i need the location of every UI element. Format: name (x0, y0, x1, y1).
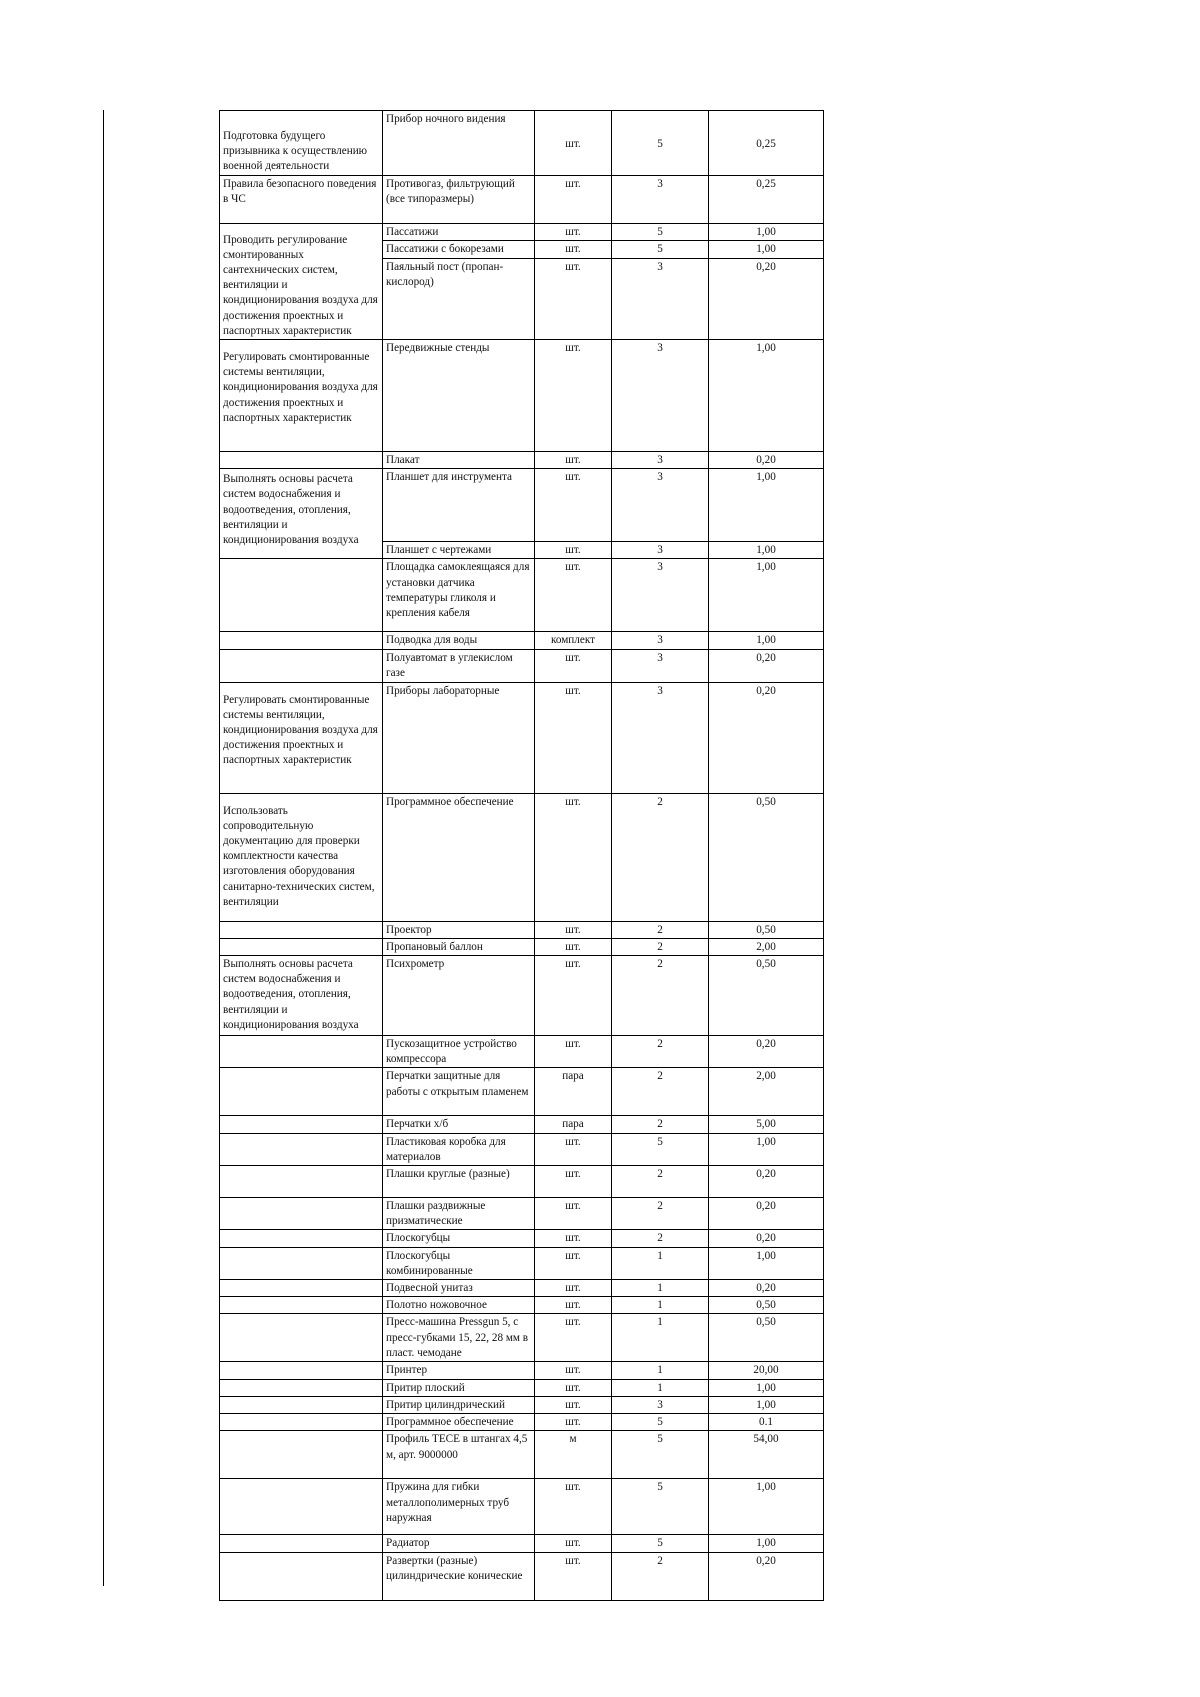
value-cell: 1,00 (709, 559, 824, 632)
value-cell: 0,20 (709, 1552, 824, 1600)
item-name-cell: Профиль TECE в штангах 4,5 м, арт. 9000000 (383, 1431, 535, 1479)
unit-cell: пара (535, 1116, 612, 1133)
item-name-cell: Планшет с чертежами (383, 542, 535, 559)
table-row (220, 1396, 824, 1413)
unit-cell: шт. (535, 1314, 612, 1362)
quantity-cell: 5 (612, 223, 709, 241)
competency-cell (220, 649, 383, 682)
competency-cell (220, 938, 383, 955)
competency-cell: Подготовка будущего призывника к осуществлению военной деятельности (220, 111, 383, 176)
quantity-cell: 3 (612, 175, 709, 223)
quantity-cell: 3 (612, 542, 709, 559)
table-row (220, 1479, 824, 1535)
value-cell: 0,50 (709, 1314, 824, 1362)
competency-cell (220, 1116, 383, 1133)
value-cell: 0,20 (709, 452, 824, 469)
competency-cell (220, 1535, 383, 1552)
unit-cell: шт. (535, 111, 612, 176)
table-row (220, 1116, 824, 1133)
value-cell: 0,20 (709, 1230, 824, 1247)
unit-cell: шт. (535, 1247, 612, 1279)
competency-cell (220, 452, 383, 469)
value-cell: 5,00 (709, 1116, 824, 1133)
quantity-cell: 2 (612, 793, 709, 921)
value-cell: 0,25 (709, 111, 824, 176)
unit-cell: шт. (535, 938, 612, 955)
quantity-cell: 3 (612, 1396, 709, 1413)
unit-cell: шт. (535, 175, 612, 223)
item-name-cell: Прибор ночного видения (383, 111, 535, 176)
competency-cell: Использовать сопроводительную документацию для проверки комплектности качества изготовления оборудования санитарно-технических систем, вентиляции (220, 793, 383, 921)
competency-cell (220, 1414, 383, 1431)
quantity-cell: 2 (612, 938, 709, 955)
quantity-cell: 1 (612, 1362, 709, 1379)
quantity-cell: 1 (612, 1314, 709, 1362)
item-name-cell: Плоскогубцы комбинированные (383, 1247, 535, 1279)
item-name-cell: Пластиковая коробка для материалов (383, 1133, 535, 1165)
value-cell: 0,50 (709, 1297, 824, 1314)
table-row (220, 175, 824, 223)
value-cell: 0,20 (709, 682, 824, 793)
item-name-cell: Радиатор (383, 1535, 535, 1552)
quantity-cell: 2 (612, 1166, 709, 1198)
table-row (220, 1314, 824, 1362)
equipment-table (219, 110, 824, 1601)
quantity-cell: 3 (612, 682, 709, 793)
table-row (220, 938, 824, 955)
value-cell: 0,50 (709, 793, 824, 921)
competency-cell: Регулировать смонтированные системы вентиляции, кондиционирования воздуха для достижения проектных и паспортных характеристик (220, 340, 383, 452)
quantity-cell: 1 (612, 1280, 709, 1297)
value-cell: 2,00 (709, 938, 824, 955)
table-row (220, 793, 824, 921)
item-name-cell: Перчатки защитные для работы с открытым пламенем (383, 1068, 535, 1116)
quantity-cell: 2 (612, 1036, 709, 1068)
unit-cell: шт. (535, 956, 612, 1036)
competency-cell (220, 1431, 383, 1479)
item-name-cell: Плашки раздвижные призматические (383, 1198, 535, 1230)
competency-cell (220, 1297, 383, 1314)
value-cell: 1,00 (709, 632, 824, 649)
quantity-cell: 3 (612, 649, 709, 682)
item-name-cell: Паяльный пост (пропан-кислород) (383, 258, 535, 339)
value-cell: 1,00 (709, 223, 824, 241)
unit-cell: шт. (535, 1396, 612, 1413)
table-row (220, 223, 824, 241)
unit-cell: комплект (535, 632, 612, 649)
unit-cell: шт. (535, 1535, 612, 1552)
quantity-cell: 5 (612, 111, 709, 176)
table-row (220, 1431, 824, 1479)
competency-cell: Проводить регулирование смонтированных сантехнических систем, вентиляции и кондиционирования воздуха для достижения проектных и паспортных характеристик (220, 223, 383, 339)
unit-cell: м (535, 1431, 612, 1479)
competency-cell (220, 1036, 383, 1068)
quantity-cell: 1 (612, 1297, 709, 1314)
value-cell: 0,50 (709, 956, 824, 1036)
competency-cell (220, 1068, 383, 1116)
value-cell: 0,25 (709, 175, 824, 223)
item-name-cell: Притир плоский (383, 1379, 535, 1396)
competency-cell (220, 632, 383, 649)
competency-cell (220, 1479, 383, 1535)
competency-cell (220, 921, 383, 938)
item-name-cell: Планшет для инструмента (383, 469, 535, 542)
table-row (220, 649, 824, 682)
table-row (220, 1230, 824, 1247)
value-cell: 54,00 (709, 1431, 824, 1479)
item-name-cell: Подвесной унитаз (383, 1280, 535, 1297)
item-name-cell: Притир цилиндрический (383, 1396, 535, 1413)
unit-cell: шт. (535, 340, 612, 452)
quantity-cell: 2 (612, 1068, 709, 1116)
value-cell: 1,00 (709, 340, 824, 452)
table-row (220, 452, 824, 469)
competency-cell (220, 1552, 383, 1600)
item-name-cell: Плакат (383, 452, 535, 469)
table-row (220, 1036, 824, 1068)
value-cell: 0,20 (709, 1166, 824, 1198)
table-row (220, 469, 824, 542)
value-cell: 0,50 (709, 921, 824, 938)
competency-cell (220, 1198, 383, 1230)
value-cell: 1,00 (709, 1133, 824, 1165)
table-row (220, 1198, 824, 1230)
unit-cell: шт. (535, 1133, 612, 1165)
unit-cell: шт. (535, 1362, 612, 1379)
unit-cell: шт. (535, 258, 612, 339)
unit-cell: шт. (535, 1379, 612, 1396)
quantity-cell: 1 (612, 1379, 709, 1396)
unit-cell: шт. (535, 1198, 612, 1230)
item-name-cell: Пассатижи с бокорезами (383, 241, 535, 259)
unit-cell: шт. (535, 1552, 612, 1600)
quantity-cell: 5 (612, 241, 709, 259)
unit-cell: шт. (535, 649, 612, 682)
item-name-cell: Пружина для гибки металлополимерных труб наружная (383, 1479, 535, 1535)
unit-cell: шт. (535, 1297, 612, 1314)
quantity-cell: 3 (612, 559, 709, 632)
value-cell: 1,00 (709, 241, 824, 259)
table-row (220, 1280, 824, 1297)
value-cell: 1,00 (709, 1247, 824, 1279)
quantity-cell: 2 (612, 956, 709, 1036)
table-row (220, 1535, 824, 1552)
unit-cell: шт. (535, 793, 612, 921)
competency-cell: Регулировать смонтированные системы вентиляции, кондиционирования воздуха для достижения проектных и паспортных характеристик (220, 682, 383, 793)
table-row (220, 1068, 824, 1116)
item-name-cell: Пассатижи (383, 223, 535, 241)
table-row (220, 921, 824, 938)
competency-cell (220, 1133, 383, 1165)
unit-cell: шт. (535, 452, 612, 469)
table-row (220, 1362, 824, 1379)
table-row (220, 1247, 824, 1279)
item-name-cell: Принтер (383, 1362, 535, 1379)
item-name-cell: Перчатки х/б (383, 1116, 535, 1133)
value-cell: 20,00 (709, 1362, 824, 1379)
table-row (220, 956, 824, 1036)
unit-cell: шт. (535, 1036, 612, 1068)
quantity-cell: 2 (612, 1552, 709, 1600)
competency-cell: Выполнять основы расчета систем водоснабжения и водоотведения, отопления, вентиляции и кондиционирования воздуха (220, 956, 383, 1036)
unit-cell: шт. (535, 542, 612, 559)
item-name-cell: Полуавтомат в углекислом газе (383, 649, 535, 682)
unit-cell: шт. (535, 1479, 612, 1535)
item-name-cell: Подводка для воды (383, 632, 535, 649)
unit-cell: шт. (535, 682, 612, 793)
unit-cell: шт. (535, 469, 612, 542)
quantity-cell: 5 (612, 1414, 709, 1431)
value-cell: 1,00 (709, 1396, 824, 1413)
unit-cell: пара (535, 1068, 612, 1116)
table-row (220, 1297, 824, 1314)
item-name-cell: Плашки круглые (разные) (383, 1166, 535, 1198)
table-row (220, 1133, 824, 1165)
table-row (220, 1166, 824, 1198)
unit-cell: шт. (535, 559, 612, 632)
quantity-cell: 2 (612, 1230, 709, 1247)
quantity-cell: 5 (612, 1133, 709, 1165)
quantity-cell: 3 (612, 452, 709, 469)
value-cell: 0,20 (709, 1036, 824, 1068)
unit-cell: шт. (535, 1166, 612, 1198)
competency-cell (220, 1396, 383, 1413)
table-row (220, 1414, 824, 1431)
value-cell: 0,20 (709, 649, 824, 682)
competency-cell (220, 1247, 383, 1279)
value-cell: 1,00 (709, 469, 824, 542)
table-row (220, 632, 824, 649)
competency-cell (220, 1166, 383, 1198)
table-row (220, 559, 824, 632)
competency-cell (220, 1230, 383, 1247)
item-name-cell: Передвижные стенды (383, 340, 535, 452)
unit-cell: шт. (535, 1230, 612, 1247)
competency-cell (220, 1379, 383, 1396)
item-name-cell: Программное обеспечение (383, 793, 535, 921)
item-name-cell: Психрометр (383, 956, 535, 1036)
value-cell: 1,00 (709, 1535, 824, 1552)
quantity-cell: 3 (612, 632, 709, 649)
unit-cell: шт. (535, 1280, 612, 1297)
quantity-cell: 3 (612, 258, 709, 339)
table-row (220, 340, 824, 452)
quantity-cell: 5 (612, 1431, 709, 1479)
competency-cell (220, 1280, 383, 1297)
item-name-cell: Плоскогубцы (383, 1230, 535, 1247)
quantity-cell: 1 (612, 1247, 709, 1279)
value-cell: 1,00 (709, 1379, 824, 1396)
item-name-cell: Пресс-машина Pressgun 5, с пресс-губками 15, 22, 28 мм в пласт. чемодане (383, 1314, 535, 1362)
table-row (220, 1552, 824, 1600)
item-name-cell: Приборы лабораторные (383, 682, 535, 793)
item-name-cell: Полотно ножовочное (383, 1297, 535, 1314)
competency-cell (220, 559, 383, 632)
value-cell: 2,00 (709, 1068, 824, 1116)
value-cell: 0,20 (709, 1198, 824, 1230)
unit-cell: шт. (535, 223, 612, 241)
value-cell: 0,20 (709, 1280, 824, 1297)
item-name-cell: Пускозащитное устройство компрессора (383, 1036, 535, 1068)
left-margin-rule (103, 110, 104, 1586)
table-row (220, 111, 824, 176)
value-cell: 0.1 (709, 1414, 824, 1431)
item-name-cell: Пропановый баллон (383, 938, 535, 955)
quantity-cell: 5 (612, 1479, 709, 1535)
quantity-cell: 2 (612, 1198, 709, 1230)
value-cell: 0,20 (709, 258, 824, 339)
item-name-cell: Развертки (разные) цилиндрические конические (383, 1552, 535, 1600)
quantity-cell: 3 (612, 469, 709, 542)
quantity-cell: 2 (612, 921, 709, 938)
competency-cell (220, 1362, 383, 1379)
quantity-cell: 2 (612, 1116, 709, 1133)
competency-cell (220, 1314, 383, 1362)
table-row (220, 1379, 824, 1396)
unit-cell: шт. (535, 921, 612, 938)
unit-cell: шт. (535, 241, 612, 259)
value-cell: 1,00 (709, 542, 824, 559)
item-name-cell: Площадка самоклеящаяся для установки датчика температуры гликоля и крепления кабеля (383, 559, 535, 632)
value-cell: 1,00 (709, 1479, 824, 1535)
item-name-cell: Проектор (383, 921, 535, 938)
quantity-cell: 3 (612, 340, 709, 452)
item-name-cell: Противогаз, фильтрующий (все типоразмеры) (383, 175, 535, 223)
quantity-cell: 5 (612, 1535, 709, 1552)
competency-cell: Выполнять основы расчета систем водоснабжения и водоотведения, отопления, вентиляции и кондиционирования воздуха (220, 469, 383, 559)
unit-cell: шт. (535, 1414, 612, 1431)
item-name-cell: Программное обеспечение (383, 1414, 535, 1431)
table-row (220, 682, 824, 793)
competency-cell: Правила безопасного поведения в ЧС (220, 175, 383, 223)
